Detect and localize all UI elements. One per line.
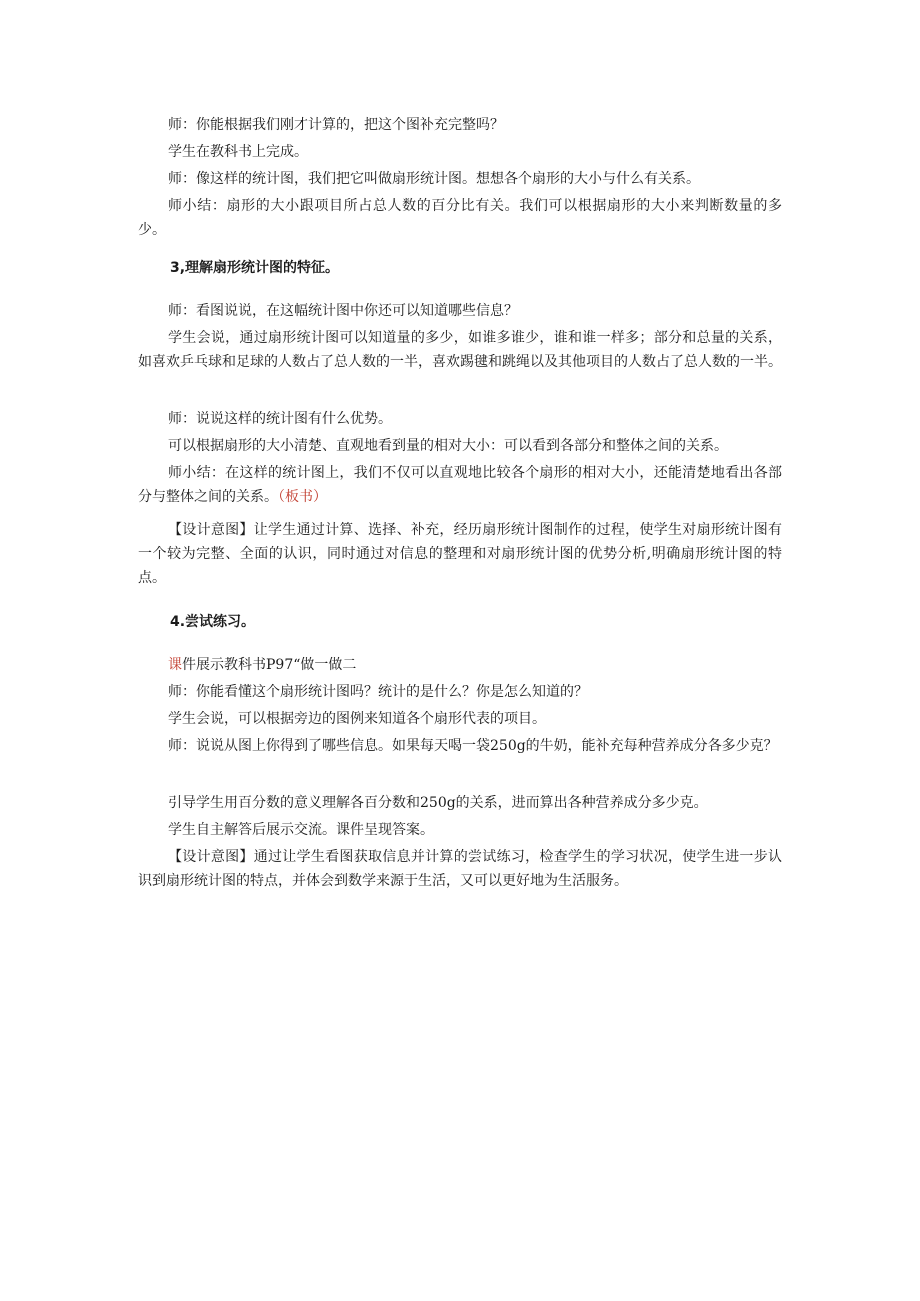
paragraph-teacher-pie-chart-name: 师：像这样的统计图，我们把它叫做扇形统计图。想想各个扇形的大小与什么有关系。 [168,171,700,187]
section-heading-4: 4.尝试练习。 [170,614,256,630]
paragraph-teacher-advantages: 师：说说这样的统计图有什么优势。 [168,411,392,427]
paragraph-guide-percentages: 引导学生用百分数的意义理解各百分数和250g的关系，进而算出各种营养成分多少克。 [168,795,708,811]
paragraph-students-legend: 学生会说，可以根据旁边的图例来知道各个扇形代表的项目。 [168,711,546,727]
summary-2-text: 师小结：在这样的统计图上，我们不仅可以直观地比较各个扇形的相对大小，还能清楚地看出各部分与整体之间的关系。 [138,465,782,505]
paragraph-teacher-milk-question: 师：说说从图上你得到了哪些信息。如果每天喝一袋250g的牛奶，能补充每种营养成分各多少克？ [168,738,778,754]
paragraph-design-intent-1: 【设计意图】让学生通过计算、选择、补充，经历扇形统计图制作的过程，使学生对扇形统计图有一个较为完整、全面的认识，同时通过对信息的整理和对扇形统计图的优势分析,明确扇形统计图的特点。 [138,522,782,586]
courseware-rest-text: 件展示教科书P97“做一做二 [182,657,357,673]
paragraph-students-solve: 学生自主解答后展示交流。课件呈现答案。 [168,822,434,838]
board-note: （板书） [278,489,327,505]
paragraph-students-say-info: 学生会说，通过扇形统计图可以知道量的多少，如谁多谁少，谁和谁一样多；部分和总量的关系，如喜欢乒乓球和足球的人数占了总人数的一半，喜欢踢毽和跳绳以及其他项目的人数占了总人数的一半。 [138,330,782,370]
courseware-red-char: 课 [168,657,182,673]
paragraph-relative-size: 可以根据扇形的大小清楚、直观地看到量的相对大小：可以看到各部分和整体之间的关系。 [168,438,728,454]
paragraph-students-complete: 学生在教科书上完成。 [168,144,308,160]
paragraph-teacher-look-and-say: 师：看图说说，在这幅统计图中你还可以知道哪些信息？ [168,303,518,319]
paragraph-teacher-summary-2 [138,461,782,509]
paragraph-teacher-can-you-read: 师：你能看懂这个扇形统计图吗？统计的是什么？你是怎么知道的？ [168,684,588,700]
paragraph-courseware-show [138,653,782,677]
paragraph-teacher-question-complete-chart: 师：你能根据我们刚才计算的，把这个图补充完整吗？ [168,117,504,133]
paragraph-teacher-summary-1: 师小结：扇形的大小跟项目所占总人数的百分比有关。我们可以根据扇形的大小来判断数量的多少。 [138,198,782,238]
section-heading-3: 3,理解扇形统计图的特征。 [170,260,340,276]
paragraph-design-intent-2: 【设计意图】通过让学生看图获取信息并计算的尝试练习，检查学生的学习状况，使学生进一步认识到扇形统计图的特点，并体会到数学来源于生活，又可以更好地为生活服务。 [138,849,782,889]
